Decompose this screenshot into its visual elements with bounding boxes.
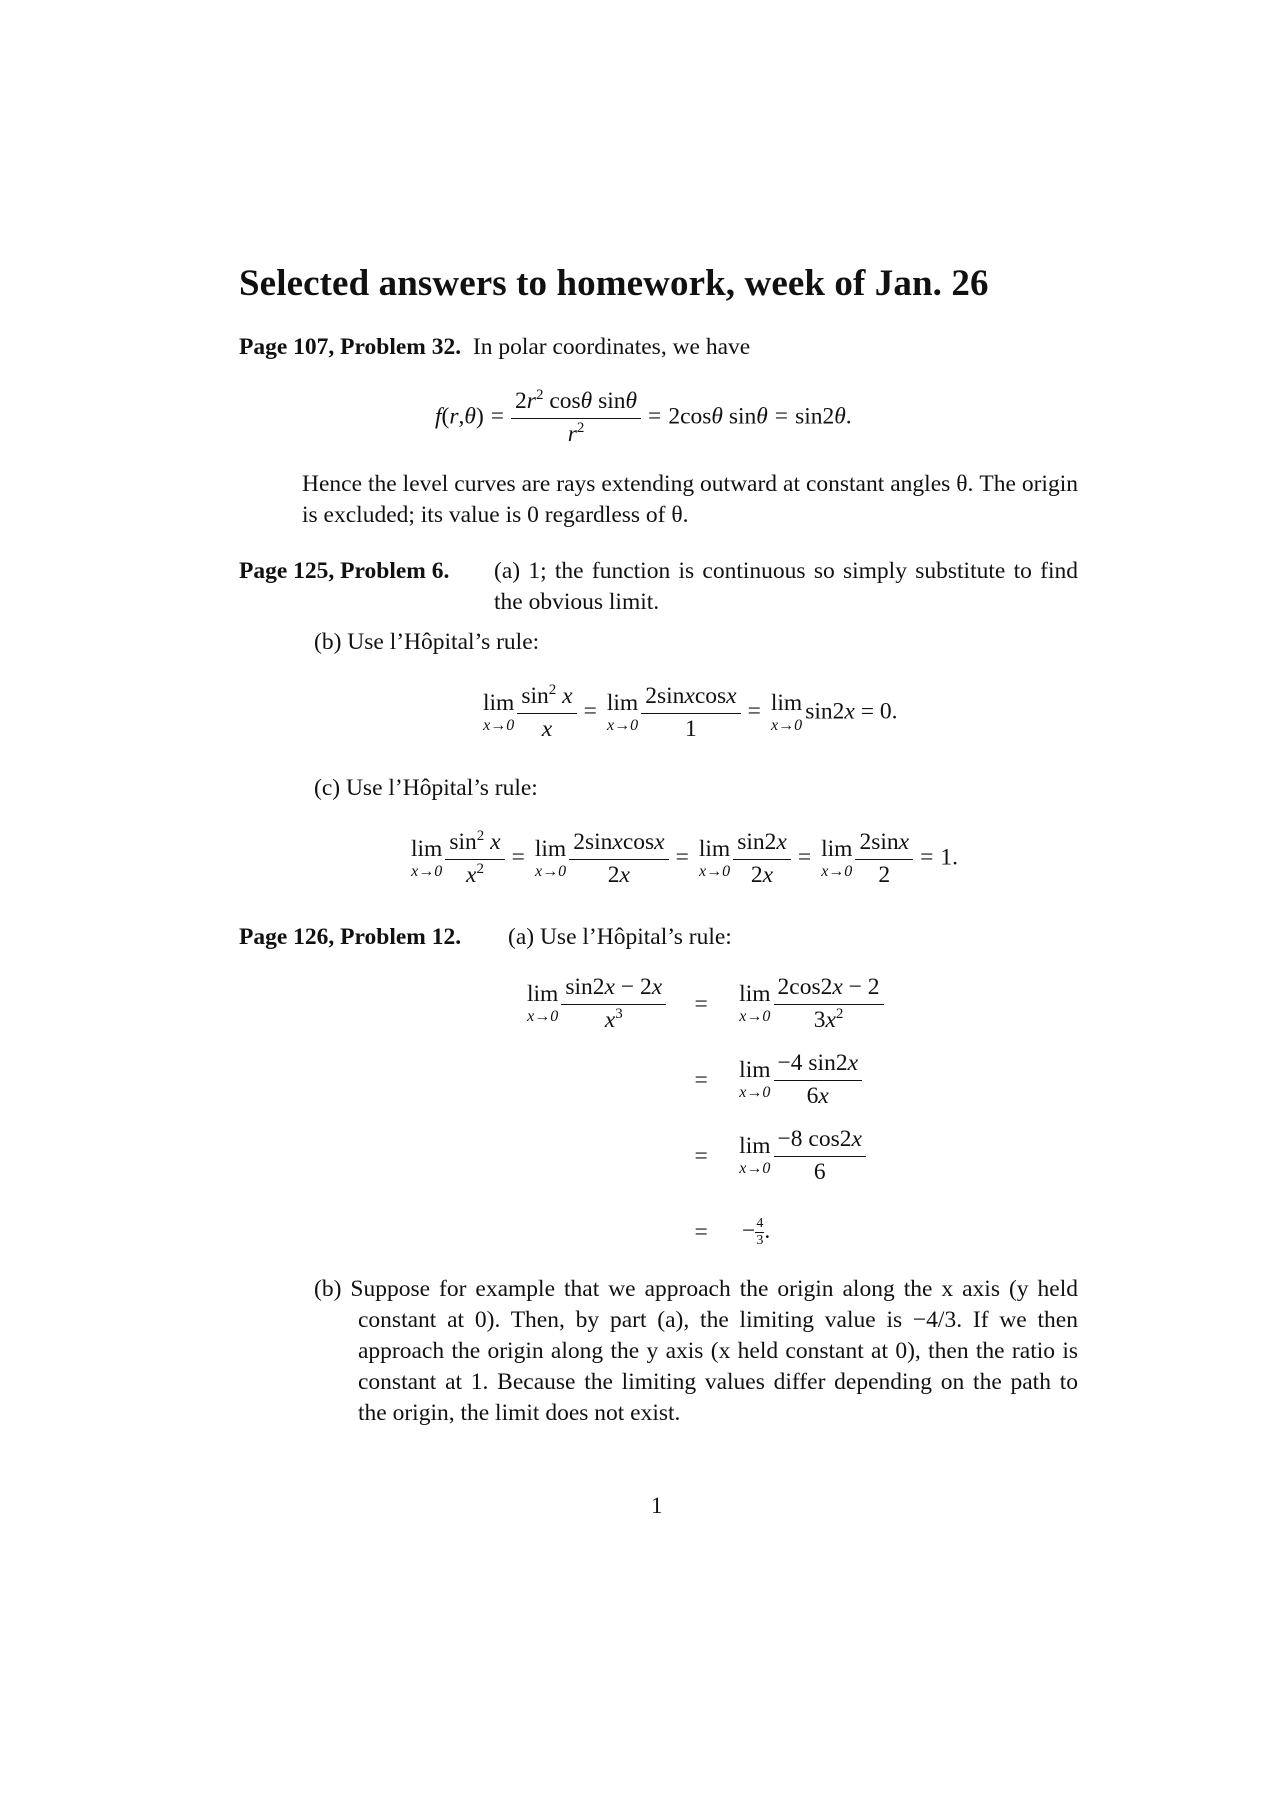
p107-equation: f(r,θ) = $\frac{2r^2 \cos\theta \sin\theta}{r^2}$ = 2cosθ sinθ = sin2θ. xyxy=(435,387,852,447)
p126-a-derivation xyxy=(524,966,884,1270)
p107-heading: Page 107, Problem 32. xyxy=(239,334,462,360)
p107-text: Hence the level curves are rays extending outward at constant angles θ. The origin is excluded; its value is 0 regardless of θ. xyxy=(302,471,1078,528)
derivation-row: lim x→0 $\frac{\sin 2x - 2x}{x^3}$ = lim x→0 $\frac{2\cos 2x - 2}{3x^2}$ xyxy=(524,966,884,1042)
p126-heading: Page 126, Problem 12. xyxy=(239,924,462,950)
p125-b-label: (b) Use l’Hôpital’s rule: xyxy=(314,629,540,655)
p126-a-label: (a) Use l’Hôpital’s rule: xyxy=(508,924,732,950)
p125-c-label: (c) Use l’Hôpital’s rule: xyxy=(314,775,538,801)
p125-a-text: (a) 1; the function is continuous so simply substitute to find the obvious limit. xyxy=(494,558,1078,615)
derivation-row: = lim x→0 $\frac{-4 \sin 2x}{6x}$ xyxy=(524,1042,884,1118)
p125-heading: Page 125, Problem 6. xyxy=(239,558,450,584)
p107-intro-line xyxy=(239,332,750,363)
derivation-row: = lim x→0 $\frac{-8 \cos 2x}{6}$ xyxy=(524,1118,884,1194)
page-number: 1 xyxy=(651,1493,663,1518)
p107-fraction: $\frac{2r^2 \cos\theta \sin\theta}{r^2}$ xyxy=(511,388,641,448)
p125-b-equation: lim x→0 $\frac{\sin^2 x}{x}$ = lim x→0 $\frac{\text{2sinxcosx}}{1}$ = lim x→0 sin2x = 0. xyxy=(483,682,898,742)
p107-intro: In polar coordinates, we have xyxy=(472,334,751,360)
p125-c-equation: lim x→0 $\frac{\sin^2 x}{x^2}$ = lim x→0 $\frac{\text{2sinxcosx}}{2x}$ = lim x→0 $\frac{\sin 2x}{2x}$ = lim x→0 $\frac{2\sin x}{2}$ = 1. xyxy=(411,828,958,888)
page-title: Selected answers to homework, week of Jan. 26 xyxy=(239,263,989,304)
p126-b-text: (b) Suppose for example that we approach the origin along the x axis (y held constant at 0). Then, by part (a), the limiting value is −4/3. If we then approach the origin along the y axis (x held constant at 0), then the ratio is constant at 1. Because the limiting values differ depending on the path to the origin, the limit does not exist. xyxy=(314,1276,1078,1426)
derivation-row: = − $\frac{4}{3}$ . xyxy=(694,1215,771,1248)
